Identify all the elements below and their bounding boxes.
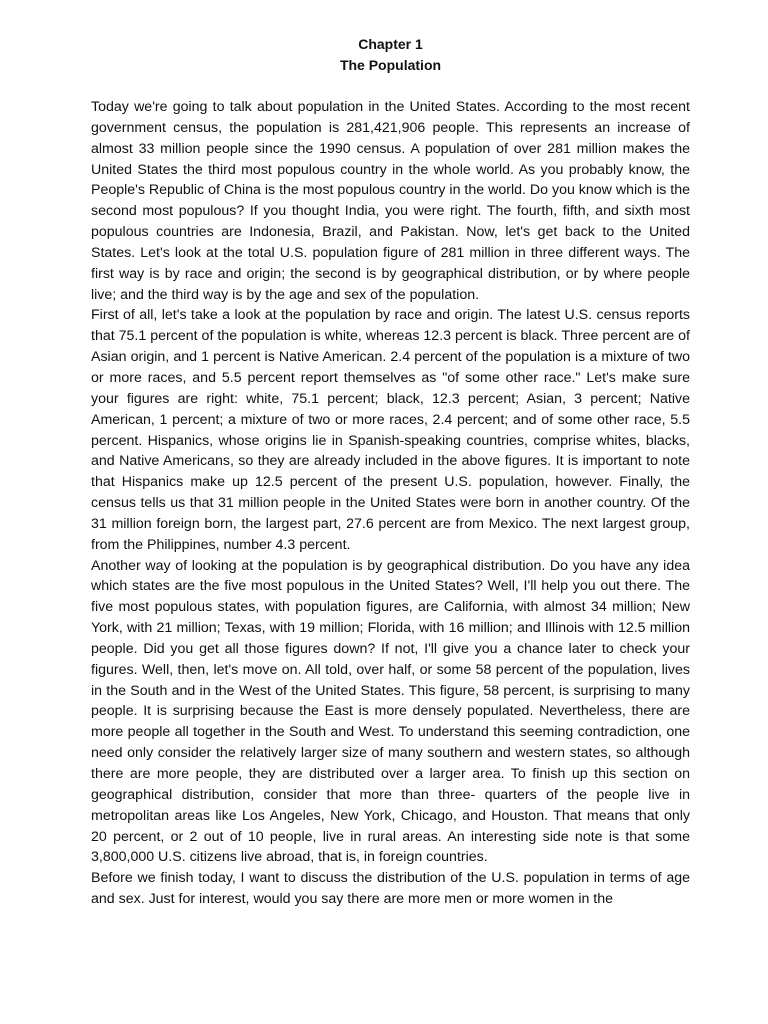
paragraph-age-sex: Before we finish today, I want to discuss the distribution of the U.S. population in terms of age and sex. Just for interest, would you say there are more men or more women in the bbox=[91, 870, 690, 908]
paragraph-geography: Another way of looking at the population is by geographical distribution. Do you have any idea which states are the five most populous in the United States? Well, I'll help you out there. The five most populous states, with population figures, are California, with almost 34 million; New York, with 21 million; Texas, with 19 million; Florida, with 16 million; and Illinois with 12.5 million people. Did you get all those figures down? If not, I'll give you a chance later to check your figures. Well, then, let's move on. All told, over half, or some 58 percent of the population, lives in the South and in the West of the United States. This figure, 58 percent, is surprising to many people. It is surprising because the East is more densely populated. Nevertheless, there are more people all together in the South and West. To understand this seeming contradiction, one need only consider the relatively larger size of many southern and western states, so although there are more people, they are distributed over a larger area. To finish up this section on geographical distribution, consider that more than three- quarters of the people live in metropolitan areas like Los Angeles, New York, Chicago, and Houston. That means that only 20 percent, or 2 out of 10 people, live in rural areas. An interesting side note is that some 3,800,000 U.S. citizens live abroad, that is, in foreign countries. bbox=[91, 557, 690, 866]
heading-spacer bbox=[91, 76, 690, 97]
chapter-title: The Population bbox=[339, 57, 442, 73]
chapter-label: Chapter 1 bbox=[358, 36, 423, 52]
paragraph-race-origin: First of all, let's take a look at the population by race and origin. The latest U.S. census reports that 75.1 percent of the population is white, whereas 12.3 percent is black. Three percent are of Asian origin, and 1 percent is Native American. 2.4 percent of the population is a mixture of two or more races, and 5.5 percent report themselves as "of some other race." Let's make sure your figures are right: white, 75.1 percent; black, 12.3 percent; Asian, 3 percent; Native American, 1 percent; a mixture of two or more races, 2.4 percent; and of some other race, 5.5 percent. Hispanics, whose origins lie in Spanish-speaking countries, comprise whites, blacks, and Native Americans, so they are already included in the above figures. It is important to note that Hispanics make up 12.5 percent of the present U.S. population, however. Finally, the census tells us that 31 million people in the United States were born in another country. Of the 31 million foreign born, the largest part, 27.6 percent are from Mexico. The next largest group, from the Philippines, number 4.3 percent. bbox=[91, 307, 690, 553]
document-page bbox=[91, 34, 690, 910]
paragraph-intro: Today we're going to talk about population in the United States. According to the most recent government census, the population is 281,421,906 people. This represents an increase of almost 33 million people since the 1990 census. A population of over 281 million makes the United States the third most populous country in the whole world. As you probably know, the People's Republic of China is the most populous country in the world. Do you know which is the second most populous? If you thought India, you were right. The fourth, fifth, and sixth most populous countries are Indonesia, Brazil, and Pakistan. Now, let's get back to the United States. Let's look at the total U.S. population figure of 281 million in three different ways. The first way is by race and origin; the second is by geographical distribution, or by where people live; and the third way is by the age and sex of the population. bbox=[91, 99, 690, 303]
